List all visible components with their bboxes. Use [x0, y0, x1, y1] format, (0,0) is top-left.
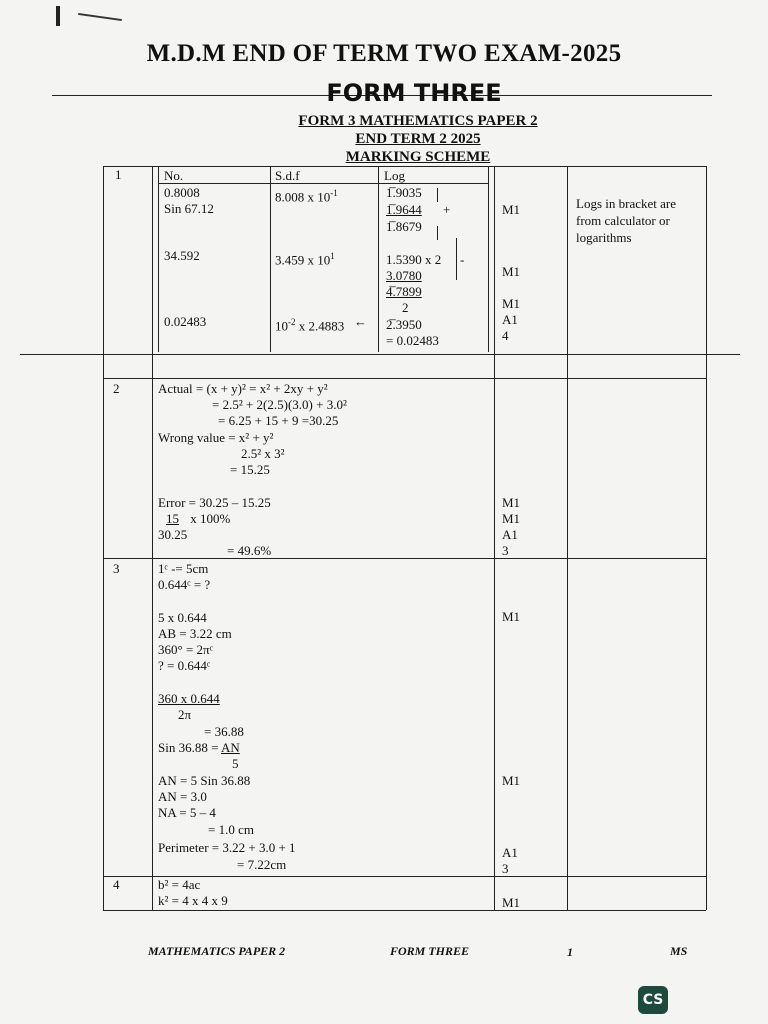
working-line: = 36.88 — [204, 724, 244, 739]
working-line: Actual = (x + y)² = x² + 2xy + y² — [158, 381, 328, 396]
plus-sign: + — [443, 202, 451, 217]
arrow-icon: ← — [354, 314, 367, 329]
log-value: 4̅.7899 — [386, 284, 422, 299]
minus-sign: - — [460, 252, 465, 267]
log-value: 1̅.8679 — [386, 219, 422, 234]
working-line: Sin 36.88 = AN — [158, 740, 240, 755]
working-line: NA = 5 – 4 — [158, 805, 216, 820]
mark-total: 4 — [502, 328, 509, 343]
no-value: 0.8008 — [164, 185, 200, 200]
footer-code: MS — [670, 944, 688, 958]
camscanner-logo-icon: CS — [638, 986, 668, 1014]
bracket-line — [456, 238, 457, 280]
column-header-sdf: S.d.f — [275, 168, 300, 183]
working-line: 0.644ᶜ = ? — [158, 577, 211, 592]
col-divider-question — [152, 166, 153, 910]
paper-line: FORM 3 MATHEMATICS PAPER 2 — [298, 113, 538, 129]
col-divider-marks — [567, 166, 568, 910]
log-table-right — [488, 166, 489, 352]
working-line: = 15.25 — [230, 462, 270, 477]
mark: M1 — [502, 511, 521, 526]
working-line: = 49.6% — [227, 543, 272, 558]
log-value: 2̅.3950 — [386, 317, 422, 332]
q3-top — [103, 558, 706, 559]
mark: A1 — [502, 527, 518, 542]
log-value: 2 — [402, 300, 409, 315]
question-number: 2 — [113, 381, 120, 396]
working-line: 1ᶜ -= 5cm — [158, 561, 209, 576]
working-line: Error = 30.25 – 15.25 — [158, 495, 271, 510]
log-value: 1̅.9644 — [386, 202, 422, 217]
column-header-log: Log — [384, 168, 405, 183]
term-line: END TERM 2 2025 — [355, 131, 481, 147]
working-line: AN = 3.0 — [158, 789, 207, 804]
table-border-left — [103, 166, 104, 910]
mark: M1 — [502, 895, 521, 910]
working-line: 5 x 0.644 — [158, 610, 207, 625]
pen-stroke — [78, 13, 122, 21]
working-line: Wrong value = x² + y² — [158, 430, 274, 445]
q2-top — [103, 378, 706, 379]
column-header-no: No. — [164, 168, 184, 183]
mark: M1 — [502, 264, 521, 279]
log-table-left — [158, 166, 159, 352]
table-bottom — [103, 910, 706, 911]
working-line: = 1.0 cm — [208, 822, 254, 837]
question-number: 4 — [113, 877, 120, 892]
footer-form: FORM THREE — [390, 944, 470, 958]
sdf-value: 8.008 x $10^{-1}$ — [275, 188, 338, 205]
corner-mark — [56, 6, 60, 26]
form-title: FORM THREE — [326, 79, 502, 107]
log-value: 3.0780 — [386, 268, 422, 283]
exam-title: M.D.M END OF TERM TWO EXAM-2025 — [146, 40, 622, 67]
working-line: 2.5² x 3² — [241, 446, 285, 461]
mark: M1 — [502, 609, 521, 624]
sdf-value: $10^{-2}$ x 2.4883 — [275, 317, 345, 334]
mark-total: 3 — [502, 861, 509, 876]
log-value: = 0.02483 — [386, 333, 439, 348]
no-value: 0.02483 — [164, 314, 207, 329]
log-table-divider-1 — [270, 166, 271, 352]
no-value: Sin 67.12 — [164, 201, 214, 216]
q1-bottom — [20, 354, 740, 355]
working-line: 30.25 — [158, 527, 188, 542]
mark: A1 — [502, 845, 518, 860]
working-line: AB = 3.22 cm — [158, 626, 232, 641]
mark: A1 — [502, 312, 518, 327]
question-number: 1 — [115, 167, 122, 182]
mark-total: 3 — [502, 543, 509, 558]
working-line: = 6.25 + 15 + 9 =30.25 — [218, 413, 339, 428]
table-top — [103, 166, 706, 167]
working-line: k² = 4 x 4 x 9 — [158, 893, 228, 908]
remark: Logs in bracket are from calculator or logarithms — [576, 196, 676, 245]
scheme-line: MARKING SCHEME — [345, 149, 491, 165]
working-line: = 2.5² + 2(2.5)(3.0) + 3.0² — [212, 397, 347, 412]
log-table-header-rule — [158, 183, 488, 184]
working-line: b² = 4ac — [158, 877, 201, 892]
footer-page-number: 1 — [567, 945, 573, 959]
working-line: ? = 0.644ᶜ — [158, 658, 211, 673]
sdf-value: 3.459 x $10^1$ — [275, 251, 335, 268]
bracket-line — [437, 188, 438, 202]
col-divider-working — [494, 166, 495, 910]
mark: M1 — [502, 296, 521, 311]
working-line: 360 x 0.644 — [158, 691, 220, 706]
footer-subject: MATHEMATICS PAPER 2 — [148, 944, 286, 958]
log-value: 1̅.9035 — [386, 185, 422, 200]
working-line: = 7.22cm — [237, 857, 287, 872]
mark: M1 — [502, 202, 521, 217]
working-line: 360° = 2πᶜ — [158, 642, 213, 657]
question-number: 3 — [113, 561, 120, 576]
working-line: AN = 5 Sin 36.88 — [158, 773, 251, 788]
bracket-line — [437, 226, 438, 240]
working-line: Perimeter = 3.22 + 3.0 + 1 — [158, 840, 296, 855]
mark: M1 — [502, 773, 521, 788]
working-line: 2π — [178, 707, 192, 722]
table-border-right — [706, 166, 707, 910]
mark: M1 — [502, 495, 521, 510]
log-table-divider-2 — [378, 166, 379, 352]
working-line: 5 — [232, 756, 239, 771]
no-value: 34.592 — [164, 248, 200, 263]
log-value: 1.5390 x 2 — [386, 252, 442, 267]
working-line: 15 x 100% — [166, 511, 231, 526]
